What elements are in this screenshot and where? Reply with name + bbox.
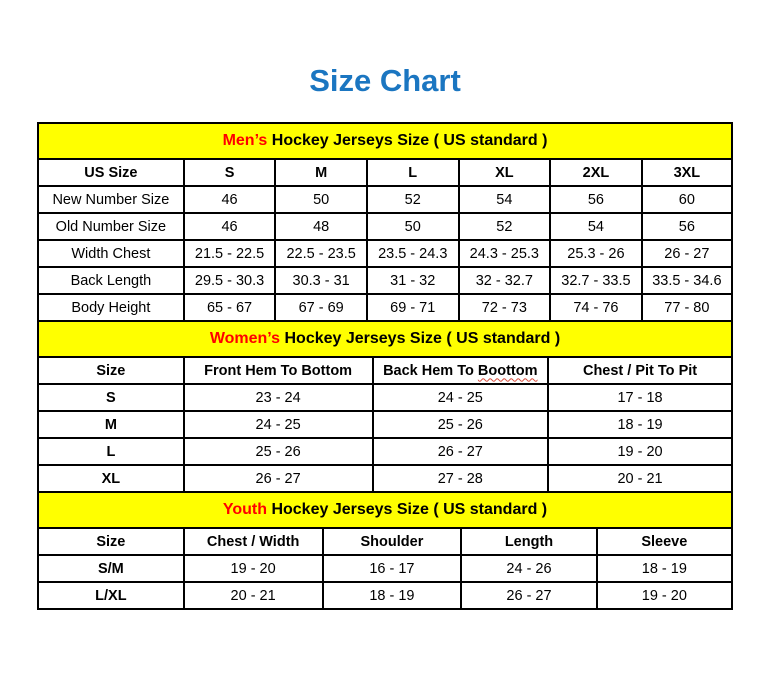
womens-size-value: 24 - 25: [373, 384, 549, 411]
womens-table-row: [38, 411, 732, 438]
misspelled-word: Boottom: [477, 362, 538, 379]
mens-size-value: 72 - 73: [459, 294, 551, 321]
youth-banner-text: Hockey Jerseys Size ( US standard ): [267, 501, 548, 518]
womens-size-value: 26 - 27: [184, 465, 373, 492]
womens-table-row: [38, 438, 732, 465]
womens-size-table: [37, 320, 733, 493]
mens-size-value: 56: [550, 186, 642, 213]
mens-row-label: Old Number Size: [38, 213, 184, 240]
mens-size-value: 69 - 71: [367, 294, 459, 321]
mens-banner-highlight: Men’s: [222, 132, 268, 149]
womens-column-header: Size: [38, 357, 184, 384]
youth-column-header: Sleeve: [597, 528, 732, 555]
mens-size-value: 67 - 69: [275, 294, 367, 321]
mens-size-value: 60: [642, 186, 732, 213]
youth-table-row: [38, 555, 732, 582]
mens-table-row: [38, 213, 732, 240]
womens-size-value: 27 - 28: [373, 465, 549, 492]
mens-row-label: Body Height: [38, 294, 184, 321]
mens-row-label: Width Chest: [38, 240, 184, 267]
womens-size-value: 24 - 25: [184, 411, 373, 438]
youth-size-table: [37, 491, 733, 610]
mens-size-value: 24.3 - 25.3: [459, 240, 551, 267]
size-chart-tables: [37, 122, 733, 610]
mens-column-header: US Size: [38, 159, 184, 186]
mens-table-row: [38, 294, 732, 321]
youth-section-banner: [38, 492, 732, 528]
mens-size-value: 22.5 - 23.5: [275, 240, 367, 267]
mens-size-value: 50: [275, 186, 367, 213]
womens-row-label: L: [38, 438, 184, 465]
mens-size-value: 46: [184, 213, 276, 240]
mens-size-value: 32 - 32.7: [459, 267, 551, 294]
mens-table-row: [38, 186, 732, 213]
mens-row-label: Back Length: [38, 267, 184, 294]
womens-size-value: 19 - 20: [548, 438, 732, 465]
womens-size-value: 20 - 21: [548, 465, 732, 492]
mens-size-value: 56: [642, 213, 732, 240]
mens-size-value: 52: [367, 186, 459, 213]
mens-size-value: 21.5 - 22.5: [184, 240, 276, 267]
mens-size-value: 74 - 76: [550, 294, 642, 321]
mens-size-table: [37, 122, 733, 322]
womens-row-label: XL: [38, 465, 184, 492]
mens-row-label: New Number Size: [38, 186, 184, 213]
mens-size-value: 50: [367, 213, 459, 240]
womens-size-value: 26 - 27: [373, 438, 549, 465]
mens-size-value: 23.5 - 24.3: [367, 240, 459, 267]
mens-column-header: S: [184, 159, 276, 186]
mens-size-value: 46: [184, 186, 276, 213]
youth-row-label: L/XL: [38, 582, 184, 609]
mens-column-header: M: [275, 159, 367, 186]
womens-section-banner: [38, 321, 732, 357]
mens-size-value: 54: [550, 213, 642, 240]
womens-banner-highlight: Women’s: [209, 330, 281, 347]
youth-column-header: Size: [38, 528, 184, 555]
youth-size-value: 18 - 19: [597, 555, 732, 582]
mens-size-value: 33.5 - 34.6: [642, 267, 732, 294]
womens-column-header: Front Hem To Bottom: [184, 357, 373, 384]
mens-size-value: 52: [459, 213, 551, 240]
youth-size-value: 20 - 21: [184, 582, 323, 609]
womens-size-value: 25 - 26: [184, 438, 373, 465]
mens-size-value: 54: [459, 186, 551, 213]
womens-size-value: 17 - 18: [548, 384, 732, 411]
page-title: Size Chart: [309, 63, 461, 98]
mens-size-value: 26 - 27: [642, 240, 732, 267]
mens-size-value: 25.3 - 26: [550, 240, 642, 267]
youth-row-label: S/M: [38, 555, 184, 582]
mens-banner-text: Hockey Jerseys Size ( US standard ): [267, 132, 548, 149]
mens-column-header: XL: [459, 159, 551, 186]
youth-column-header: Chest / Width: [184, 528, 323, 555]
womens-column-header: Chest / Pit To Pit: [548, 357, 732, 384]
youth-size-value: 19 - 20: [184, 555, 323, 582]
mens-size-value: 30.3 - 31: [275, 267, 367, 294]
youth-size-value: 18 - 19: [323, 582, 462, 609]
youth-size-value: 19 - 20: [597, 582, 732, 609]
youth-column-header: Length: [461, 528, 596, 555]
mens-column-header: 3XL: [642, 159, 732, 186]
womens-size-value: 18 - 19: [548, 411, 732, 438]
youth-size-value: 24 - 26: [461, 555, 596, 582]
mens-size-value: 32.7 - 33.5: [550, 267, 642, 294]
youth-size-value: 26 - 27: [461, 582, 596, 609]
mens-column-header: 2XL: [550, 159, 642, 186]
womens-banner-text: Hockey Jerseys Size ( US standard ): [280, 330, 561, 347]
youth-banner-highlight: Youth: [222, 501, 267, 518]
youth-column-header: Shoulder: [323, 528, 462, 555]
womens-table-row: [38, 465, 732, 492]
womens-column-header: Back Hem To Boottom: [373, 357, 549, 384]
mens-size-value: 48: [275, 213, 367, 240]
womens-size-value: 23 - 24: [184, 384, 373, 411]
womens-row-label: S: [38, 384, 184, 411]
youth-size-value: 16 - 17: [323, 555, 462, 582]
womens-size-value: 25 - 26: [373, 411, 549, 438]
youth-table-row: [38, 582, 732, 609]
mens-column-header: L: [367, 159, 459, 186]
mens-size-value: 65 - 67: [184, 294, 276, 321]
mens-size-value: 29.5 - 30.3: [184, 267, 276, 294]
mens-table-row: [38, 240, 732, 267]
womens-table-row: [38, 384, 732, 411]
mens-table-row: [38, 267, 732, 294]
mens-size-value: 31 - 32: [367, 267, 459, 294]
mens-section-banner: [38, 123, 732, 159]
womens-row-label: M: [38, 411, 184, 438]
mens-size-value: 77 - 80: [642, 294, 732, 321]
